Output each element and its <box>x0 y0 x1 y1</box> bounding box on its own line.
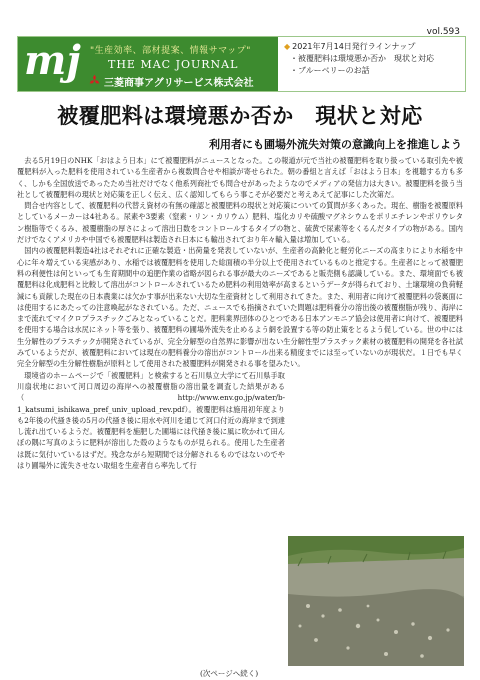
tagline: "生産効率、部材提案、情報サマップ" <box>90 46 251 56</box>
paragraph: 環境省のホームページで「被覆肥料」と検索すると石川県立大学にて石川県手取川扇状地において河口周辺の海岸への被覆樹脂の溶出量を調査した結果がある（http://www.env.go.jp/water/b-1_katsumi_ishikawa_pref_univ_upload_rev.pdf）。被覆肥料は施用初年度よりも2年後の代掻き後の5月の代掻き後に用水や河川を通じて河口付近の海岸まで到達し流れ出ているようだ。被覆肥料を施肥した圃場には代掻き後に風に吹かれて田んぼの隅に写真のように肥料が溶出した殻のようなものが見られる。使用した生産者は既に気付いているはずだ。残念ながら短期間では分解されるものではないのでやはり圃場外に流失させない取組を生産者自ら率先して行 <box>17 370 285 471</box>
continued-note: (次ページへ続く) <box>200 669 259 678</box>
company-name: 三菱商事アグリサービス株式会社 <box>104 78 254 89</box>
masthead <box>17 36 466 92</box>
paragraph: 去る5月19日のNHK「おはよう日本」にて被覆肥料がニュースとなった。この報道が元で当社の被覆肥料を取り扱っている取引先や被覆肥料が入った肥料を使用されている生産者から複数問合せや相談が寄せられた。朝の番組と言えば「おはよう日本」を視聴する方も多く、しかも全国放送であったため当社だけでなく他系列商社でも問合せがあったようなのでメディアの発信力は大きい。被覆肥料を扱う当社として被覆肥料の現状と対応策を正しく伝え、広く認知してもらう事こそが必要だと考えあえて記事にした次第だ。 <box>17 156 463 199</box>
field-photo <box>288 536 464 666</box>
lineup-date: ◆ 2021年7月14日発行ラインナップ <box>284 41 464 53</box>
article-body <box>17 155 463 471</box>
paragraph: 問合せ内容として、被覆肥料の代替え資材の有無の確認と被覆肥料の現状と対応策についての質問が多くあった。現在、樹脂を被覆原料としているメーカーは4社ある。尿素や3要素（窒素・リン・カリウム）肥料、塩化カリや硫酸マグネシウムをポリエチレンやポリウレタン樹脂等でくるみ、被覆樹脂の厚さによって溶出日数をコントロールするタイプの物と、硫黄で尿素等をくるんだタイプの物がある。国内だけでなくアメリカや中国でも被覆肥料は製造され日本にも輸出されており年々輸入量は増加している。 <box>17 201 463 245</box>
issue-lineup <box>284 41 464 77</box>
journal-name: THE MAC JOURNAL <box>108 58 239 71</box>
paddy-field-image <box>288 536 464 666</box>
article-subtitle: 利用者にも圃場外流失対策の意識向上を推進しよう <box>209 138 462 151</box>
lineup-item: ・ブルーベリーのお話 <box>290 66 370 75</box>
journal-logo: mj <box>24 37 81 84</box>
paragraph: 国内の被覆肥料製造4社はそれぞれに正確な製造・出荷量を発表していないが、生産者の高齢化と軽労化ニーズの高まりにより水稲を中心に年々増えている実感があり、水稲では被覆肥料を使用した総面積の半分以上で使用されているものと推定する。生産者にとって被覆肥料の利便性は何といっても生育期間中の追肥作業の省略が図られる事が最大のニーズであると販売側も認識している。また、環境面でも被覆肥料は化成肥料と比較して溶出がコントロールされているため肥料の利用効率が高まるというデータが得られており、土壌環境の負荷軽減にも貢献した現在の日本農業には欠かす事が出来ない大切な生産資材として利用されてきた。また、利用者に向けて被覆肥料の袋裏面には使用するにあたっての注意喚起がなされている。ただ、ニュースでも指摘されていた問題は肥料養分の溶出後の被覆樹脂が残り、海岸にまで流れてマイクロプラスチックごみとなっていることだ。肥料業界団体のひとつである日本アンモニア協会は使用者に向けて、被覆肥料を使用する場合は水尻にネット等を張り、被覆肥料の圃場外流失を止めるよう網を設置する等の防止策をとるよう促している。世の中には生分解性のプラスチックが開発されているが、完全分解型の自然界に影響が出ない生分解性型プラスチック素材の被覆肥料の開発を各社試みているようだが、被覆肥料においては現在の肥料養分の溶出がコントロール出来る精度までには至っていないのが現状だ。１日でも早く完全分解型の生分解性樹脂が原料として使用された被覆肥料が開発される事を望みたい。 <box>17 246 463 369</box>
article-title: 被覆肥料は環境悪か否か 現状と対応 <box>57 104 423 128</box>
mitsubishi-logo-icon <box>88 74 101 87</box>
logo-block <box>18 37 278 91</box>
volume-number: vol.593 <box>426 27 460 37</box>
lineup-item: ・被覆肥料は環境悪か否か 現状と対応 <box>290 54 434 63</box>
